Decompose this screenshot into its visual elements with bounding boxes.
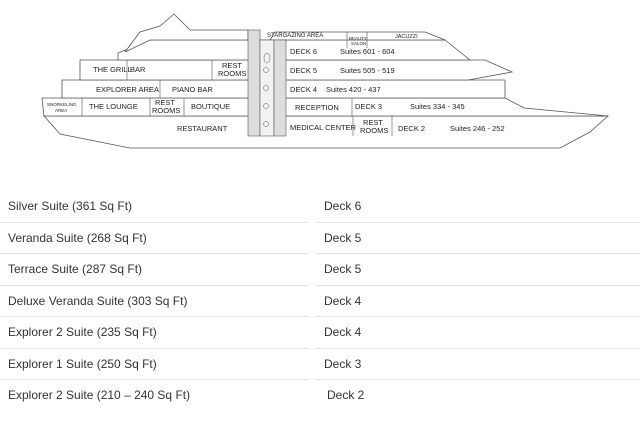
table-row (0, 317, 640, 349)
deck-cell: Deck 2 (312, 380, 640, 411)
rest-rooms-deck5-label-2: ROOMS (218, 69, 247, 78)
table-row (0, 380, 640, 411)
suite-name-cell: Silver Suite (361 Sq Ft) (0, 191, 312, 222)
table-row (0, 222, 640, 254)
suites3-label: Suites 334 - 345 (410, 102, 465, 111)
suite-name-cell: Explorer 2 Suite (235 Sq Ft) (0, 317, 312, 349)
beauty-salon-label-2: SALON (351, 41, 367, 46)
beauty-salon-label-1: BEAUTY (349, 36, 368, 41)
deck-cell: Deck 5 (312, 254, 640, 286)
table-row (0, 348, 640, 380)
deck-cell: Deck 6 (312, 191, 640, 222)
deck5-label: DECK 5 (290, 66, 318, 75)
rest-rooms-deck2-label-2: ROOMS (360, 126, 389, 135)
deck3-label: DECK 3 (355, 102, 383, 111)
table-row (0, 191, 640, 222)
stair-core-right (274, 40, 286, 136)
reception-label: RECEPTION (295, 103, 339, 112)
restaurant-label: RESTAURANT (177, 124, 228, 133)
suite-name-cell: Terrace Suite (287 Sq Ft) (0, 254, 312, 286)
rest-rooms-deck2-label-1: REST (363, 118, 384, 127)
rest-rooms-deck5-label-1: REST (222, 61, 243, 70)
suite-name-cell: Explorer 2 Suite (210 – 240 Sq Ft) (8, 388, 191, 403)
bar-label: BAR (130, 65, 146, 74)
deck2-label: DECK 2 (398, 124, 426, 133)
the-grill-label: THE GRILL (93, 65, 132, 74)
deck-cell: Deck 4 (312, 285, 640, 317)
suites2-label: Suites 246 - 252 (450, 124, 505, 133)
snorkeling-area-label-2: AREA (55, 108, 68, 113)
piano-bar-label: PIANO BAR (172, 85, 213, 94)
boutique-label: BOUTIQUE (191, 102, 231, 111)
stargazing-area-label: STARGAZING AREA (267, 33, 324, 39)
suite-name-cell: Explorer 1 Suite (250 Sq Ft) (0, 348, 312, 380)
table-row (0, 254, 640, 286)
deck-cell: Deck 5 (312, 222, 640, 254)
deck4-label: DECK 4 (290, 85, 318, 94)
deck6-label: DECK 6 (290, 47, 318, 56)
deck-cell: Deck 4 (312, 317, 640, 349)
ship-deck-plan (0, 0, 640, 160)
stair-core-left (248, 30, 260, 136)
suites5-label: Suites 505 - 519 (340, 66, 395, 75)
the-lounge-label: THE LOUNGE (89, 102, 138, 111)
suites4-label: Suites 420 - 437 (326, 85, 381, 94)
rest-rooms-deck3-label-2: ROOMS (152, 106, 181, 115)
table-row (0, 285, 640, 317)
suite-name-cell: Deluxe Veranda Suite (303 Sq Ft) (0, 285, 312, 317)
suites6-label: Suites 601 - 604 (340, 47, 395, 56)
jacuzzi-label: JACUZZI (395, 34, 418, 40)
rest-rooms-deck3-label-1: REST (155, 98, 176, 107)
suites-table (0, 191, 640, 411)
suite-name-cell: Veranda Suite (268 Sq Ft) (0, 222, 312, 254)
snorkeling-area-label-1: SNORKELING (47, 102, 77, 107)
medical-center-label: MEDICAL CENTER (290, 123, 356, 132)
deck-cell: Deck 3 (312, 348, 640, 380)
explorer-area-label: EXPLORER AREA (96, 85, 159, 94)
